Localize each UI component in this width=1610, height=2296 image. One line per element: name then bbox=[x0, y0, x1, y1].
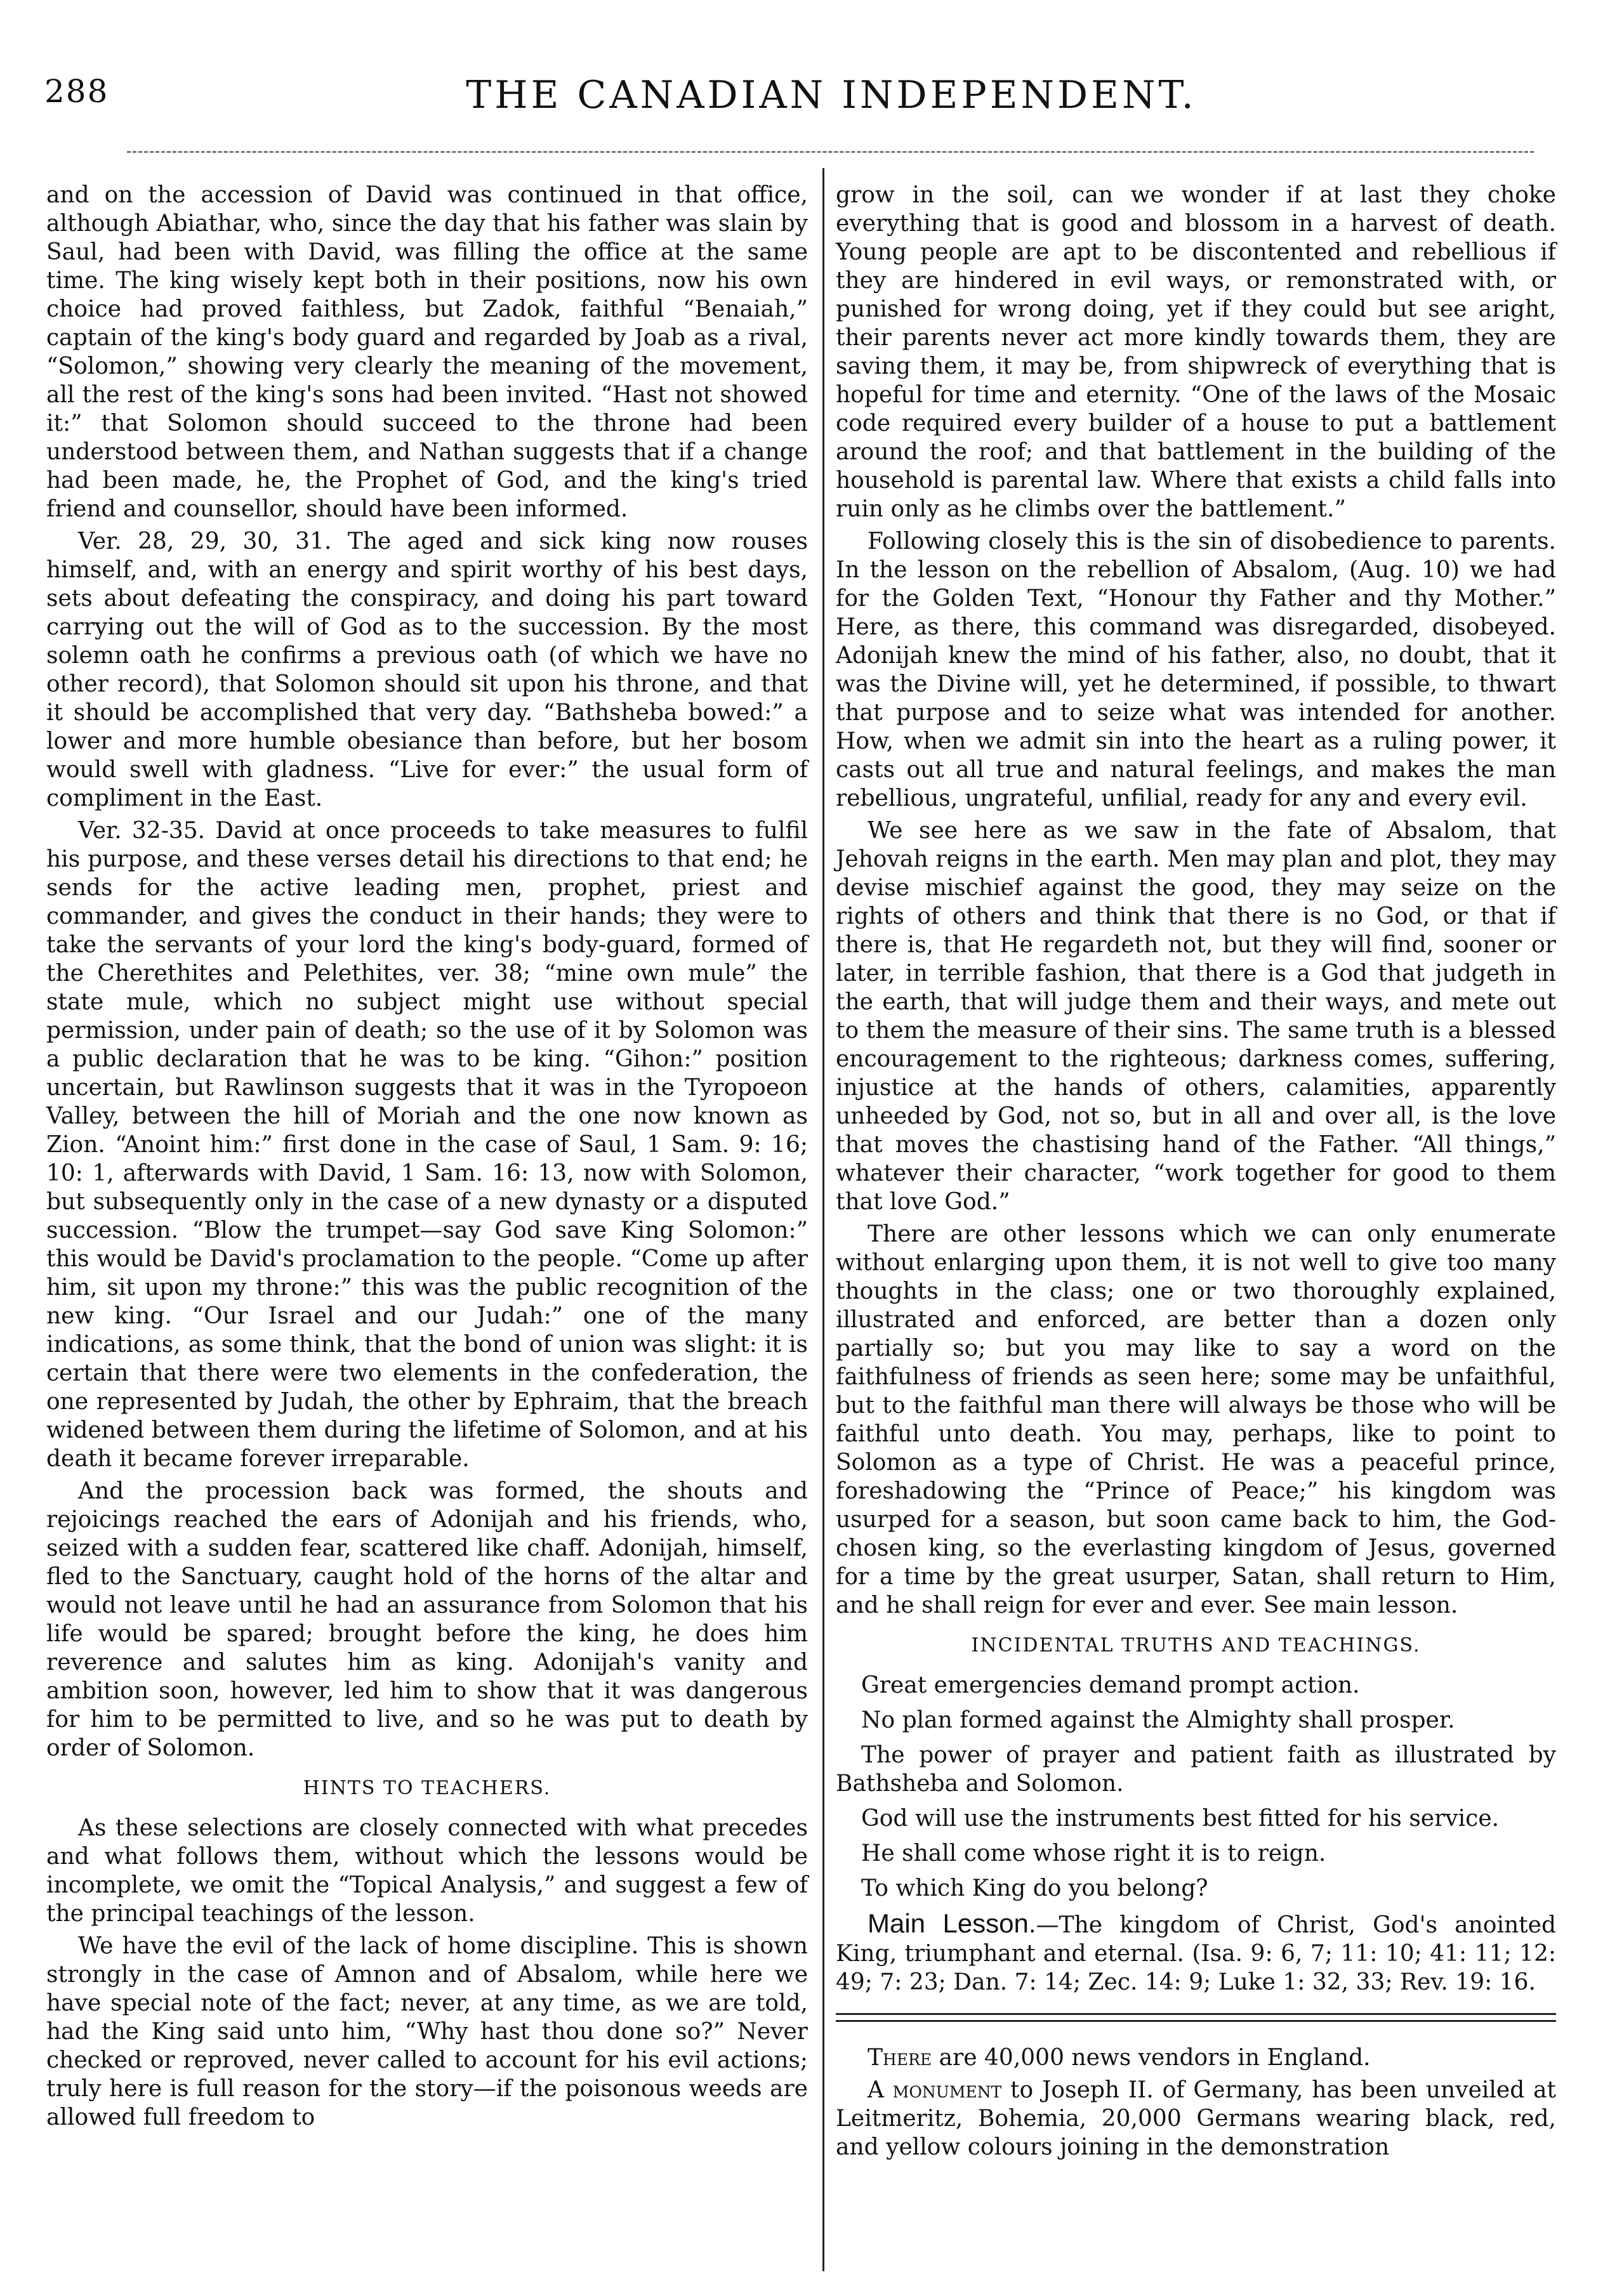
news-item-lead: There bbox=[868, 2045, 932, 2071]
news-item-vendors bbox=[836, 2043, 1556, 2072]
incidental-truths-heading: INCIDENTAL TRUTHS AND TEACHINGS. bbox=[971, 1634, 1421, 1656]
truth-item: No plan formed against the Almighty shall prosper. bbox=[861, 1707, 1455, 1733]
news-item-text: to Joseph II. of Germany, has been unveiled at Leitmeritz, Bohemia, 20,000 Germans wearing black, red, and yellow colours joining in the demonstration bbox=[836, 2077, 1556, 2160]
news-item-text: are 40,000 news vendors in England. bbox=[932, 2045, 1371, 2071]
column-divider bbox=[822, 168, 824, 2271]
double-rule bbox=[836, 2013, 1556, 2022]
main-lesson bbox=[836, 1909, 1556, 1997]
truth-item: He shall come whose right it is to reign. bbox=[861, 1840, 1326, 1866]
header-rule bbox=[127, 151, 1534, 153]
left-paragraph-2: Ver. 28, 29, 30, 31. The aged and sick king now rouses himself, and, with an energy and spirit worthy of his best days, sets about defeating the conspiracy, and doing his part toward carrying out the will of God as to the succession. By the most solemn oath he confirms a previous oath (of which we have no other record), that Solomon should sit upon his throne, and that it should be accomplished that very day. “Bathsheba bowed:” a lower and more humble obesiance than before, but her bosom would swell with gladness. “Live for ever:” the usual form of compliment in the East. bbox=[46, 528, 808, 811]
page-header bbox=[44, 67, 1567, 124]
hints-to-teachers-heading: HINTS TO TEACHERS. bbox=[303, 1777, 551, 1799]
incidental-truths-list bbox=[836, 1671, 1556, 1903]
main-lesson-label: Main Lesson. bbox=[868, 1908, 1036, 1938]
left-paragraph-1: and on the accession of David was continued in that office, although Abiathar, who, since the day that his father was slain by Saul, had been with David, was filling the office at the same time. The king wisely kept both in their positions, now his own choice had proved faithless, but Zadok, faithful “Benaiah,” captain of the king's body guard and regarded by Joab as a rival, “Solomon,” showing very clearly the meaning of the movement, all the rest of the king's sons had been invited. “Hast not showed it:” that Solomon should succeed to the throne had been understood between them, and Nathan suggests that if a change had been made, he, the Prophet of God, and the king's tried friend and counsellor, should have been informed. bbox=[46, 182, 808, 522]
truth-item: Great emergencies demand prompt action. bbox=[861, 1672, 1360, 1698]
truth-item: The power of prayer and patient faith as illustrated by Bathsheba and Solomon. bbox=[836, 1742, 1556, 1797]
right-column bbox=[836, 181, 1556, 2165]
left-column bbox=[46, 181, 808, 2135]
news-item-lead: A monument bbox=[868, 2077, 1002, 2103]
journal-title: THE CANADIAN INDEPENDENT. bbox=[466, 73, 1197, 117]
left-paragraph-6: We have the evil of the lack of home discipline. This is shown strongly in the case of Amnon and of Absalom, while here we have special note of the fact; never, at any time, as we are told, had the King said unto him, “Why hast thou done so?” Never checked or reproved, never called to account for his evil actions; truly here is full reason for the story—if the poisonous weeds are allowed full freedom to bbox=[46, 1933, 808, 2130]
right-paragraph-1: grow in the soil, can we wonder if at last they choke everything that is good and blossom in a harvest of death. Young people are apt to be discontented and rebellious if they are hindered in evil ways, or remonstrated with, or punished for wrong doing, yet if they could but see aright, their parents never act more kindly towards them, they are saving them, it may be, from shipwreck of everything that is hopeful for time and eternity. “One of the laws of the Mosaic code required every builder of a house to put a battlement around the roof; and that battlement in the building of the household is parental law. Where that exists a child falls into ruin only as he climbs over the battlement.” bbox=[836, 182, 1556, 522]
right-paragraph-2: Following closely this is the sin of disobedience to parents. In the lesson on the rebellion of Absalom, (Aug. 10) we had for the Golden Text, “Honour thy Father and thy Mother.” Here, as there, this command was disregarded, disobeyed. Adonijah knew the mind of his father, also, no doubt, that it was the Divine will, yet he determined, if possible, to thwart that purpose and to seize what was intended for another. How, when we admit sin into the heart as a ruling power, it casts out all true and natural feelings, and makes the man rebellious, ungrateful, unfilial, ready for any and every evil. bbox=[836, 528, 1556, 811]
truth-item: To which King do you belong? bbox=[861, 1875, 1208, 1901]
truth-item: God will use the instruments best fitted for his service. bbox=[861, 1806, 1500, 1832]
main-lesson-text: —The kingdom of Christ, God's anointed King, triumphant and eternal. (Isa. 9: 6, 7; 11: 10; 41: 11; 12: 49; 7: 23; Dan. 7: 14; Zec. 14: 9; Luke 1: 32, 33; Rev. 19: 16. bbox=[836, 1912, 1556, 1995]
page-number: 288 bbox=[44, 73, 109, 110]
news-item-monument bbox=[836, 2076, 1556, 2162]
left-paragraph-4: And the procession back was formed, the shouts and rejoicings reached the ears of Adonijah and his friends, who, seized with a sudden fear, scattered like chaff. Adonijah, himself, fled to the Sanctuary, caught hold of the horns of the altar and would not leave until he had an assurance from Solomon that his life would be spared; brought before the king, he does him reverence and salutes him as king. Adonijah's vanity and ambition soon, however, led him to show that it was dangerous for him to be permitted to live, and so he was put to death by order of Solomon. bbox=[46, 1478, 808, 1761]
right-paragraph-3: We see here as we saw in the fate of Absalom, that Jehovah reigns in the earth. Men may plan and plot, they may devise mischief against the good, they may seize on the rights of others and think that there is no God, or that if there is, that He regardeth not, but they will find, sooner or later, in terrible fashion, that there is a God that judgeth in the earth, that will judge them and their ways, and mete out to them the measure of their sins. The same truth is a blessed encouragement to the righteous; darkness comes, suffering, injustice at the hands of others, calamities, apparently unheeded by God, not so, but in all and over all, is the love that moves the chastising hand of the Father. “All things,” whatever their character, “work together for good to them that love God.” bbox=[836, 818, 1556, 1215]
left-paragraph-5: As these selections are closely connected with what precedes and what follows them, without which the lessons would be incomplete, we omit the “Topical Analysis,” and suggest a few of the principal teachings of the lesson. bbox=[46, 1815, 808, 1927]
left-paragraph-3: Ver. 32-35. David at once proceeds to take measures to fulfil his purpose, and these verses detail his directions to that end; he sends for the active leading men, prophet, priest and commander, and gives the conduct in their hands; they were to take the servants of your lord the king's body-guard, formed of the Cherethites and Pelethites, ver. 38; “mine own mule” the state mule, which no subject might use without special permission, under pain of death; so the use of it by Solomon was a public declaration that he was to be king. “Gihon:” position uncertain, but Rawlinson suggests that it was in the Tyropoeon Valley, between the hill of Moriah and the one now known as Zion. “Anoint him:” first done in the case of Saul, 1 Sam. 9: 16; 10: 1, afterwards with David, 1 Sam. 16: 13, now with Solomon, but subsequently only in the case of a new dynasty or a disputed succession. “Blow the trumpet—say God save King Solomon:” this would be David's proclamation to the people. “Come up after him, sit upon my throne:” this was the public recognition of the new king. “Our Israel and our Judah:” one of the many indications, as some think, that the bond of union was slight: it is certain that there were two elements in the confederation, the one represented by Judah, the other by Ephraim, that the breach widened between them during the lifetime of Solomon, and at his death it became forever irreparable. bbox=[46, 818, 808, 1472]
right-paragraph-4: There are other lessons which we can only enumerate without enlarging upon them, it is not well to give too many thoughts in the class; one or two thoroughly explained, illustrated and enforced, are better than a dozen only partially so; but you may like to say a word on the faithfulness of friends as seen here; some may be unfaithful, but to the faithful man there will always be those who will be faithful unto death. You may, perhaps, like to point to Solomon as a type of Christ. He was a peaceful prince, foreshadowing the “Prince of Peace;” his kingdom was usurped for a season, but soon came back to him, the God-chosen king, so the everlasting kingdom of Jesus, governed for a time by the great usurper, Satan, shall return to Him, and he shall reign for ever and ever. See main lesson. bbox=[836, 1221, 1556, 1618]
